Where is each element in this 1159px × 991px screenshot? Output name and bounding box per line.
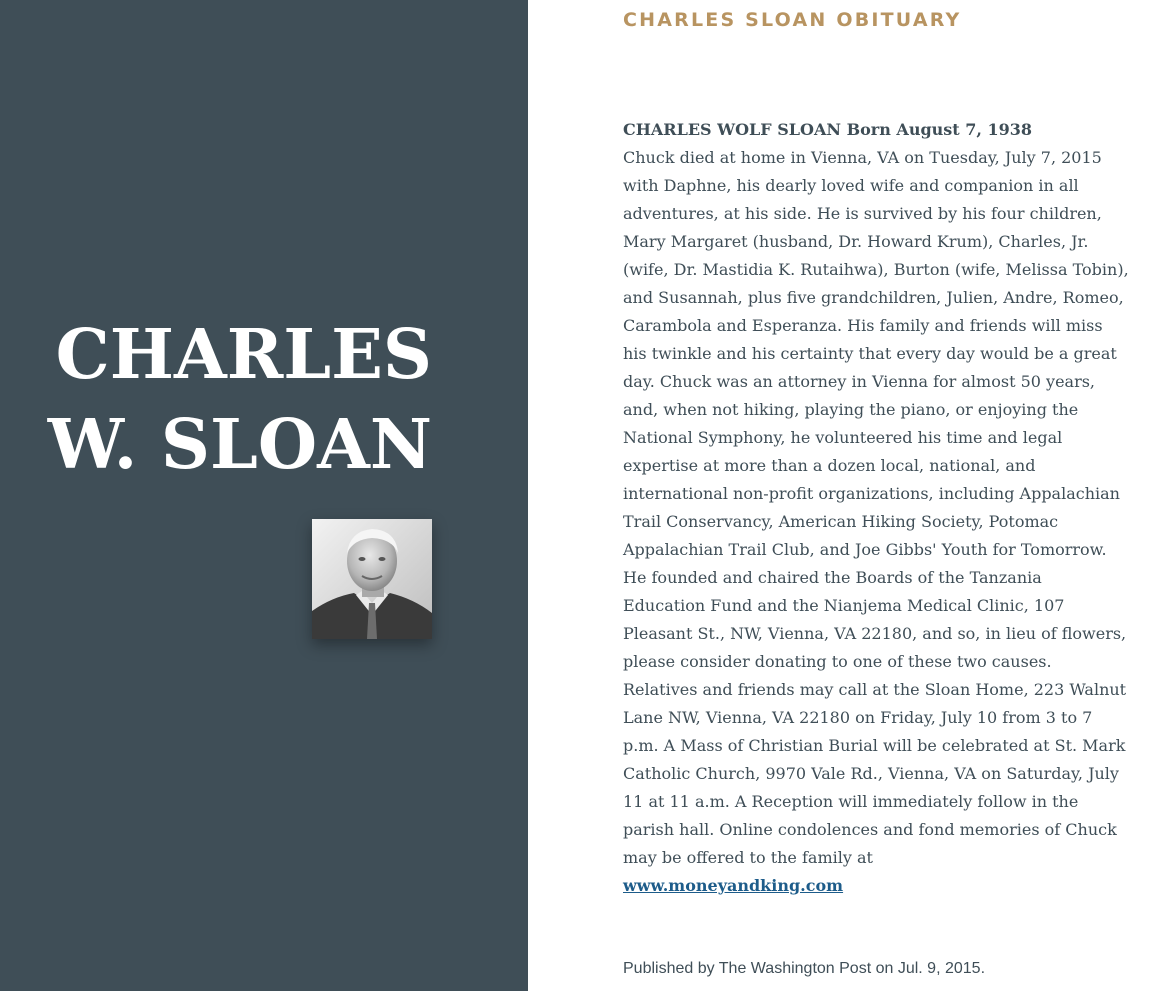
deceased-name-heading (0, 310, 432, 490)
name-line-first: CHARLES (55, 315, 432, 395)
memorial-website-link[interactable]: www.moneyandking.com (623, 876, 844, 895)
obituary-content (528, 0, 1159, 991)
obituary-kicker-title: CHARLES SLOAN OBITUARY (623, 9, 962, 31)
obituary-body: Chuck died at home in Vienna, VA on Tuesday, July 7, 2015 with Daphne, his dearly loved wife and companion in all adventures, at his side. He is survived by his four children, Mary Margaret (husband, Dr. Howard Krum), Charles, Jr. (wife, Dr. Mastidia K. Rutaihwa), Burton (wife, Melissa Tobin), and Susannah, plus five grandchildren, Julien, Andre, Romeo, Carambola and Esperanza. His family and friends will miss his twinkle and his certainty that every day would be a great day. Chuck was an attorney in Vienna for almost 50 years, and, when not hiking, playing the piano, or enjoying the National Symphony, he volunteered his time and legal expertise at more than a dozen local, national, and international non-profit organizations, including Appalachian Trail Conservancy, American Hiking Society, Potomac Appalachian Trail Club, and Joe Gibbs' Youth for Tomorrow. He founded and chaired the Boards of the Tanzania Education Fund and the Nianjema Medical Clinic, 107 Pleasant St., NW, Vienna, VA 22180, and so, in lieu of flowers, please consider donating to one of these two causes. Relatives and friends may call at the Sloan Home, 223 Walnut Lane NW, Vienna, VA 22180 on Friday, July 10 from 3 to 7 p.m. A Mass of Christian Burial will be celebrated at St. Mark Catholic Church, 9970 Vale Rd., Vienna, VA on Saturday, July 11 at 11 a.m. A Reception will immediately follow in the parish hall. Online condolences and fond memories of Chuck may be offered to the family at (623, 148, 1129, 867)
hero-panel (0, 0, 528, 991)
name-line-last: W. SLOAN (47, 405, 432, 485)
portrait-photo (312, 519, 432, 639)
obituary-text (623, 116, 1129, 900)
obituary-headline: CHARLES WOLF SLOAN Born August 7, 1938 (623, 120, 1033, 139)
publication-note: Published by The Washington Post on Jul. 9, 2015. (623, 960, 986, 977)
